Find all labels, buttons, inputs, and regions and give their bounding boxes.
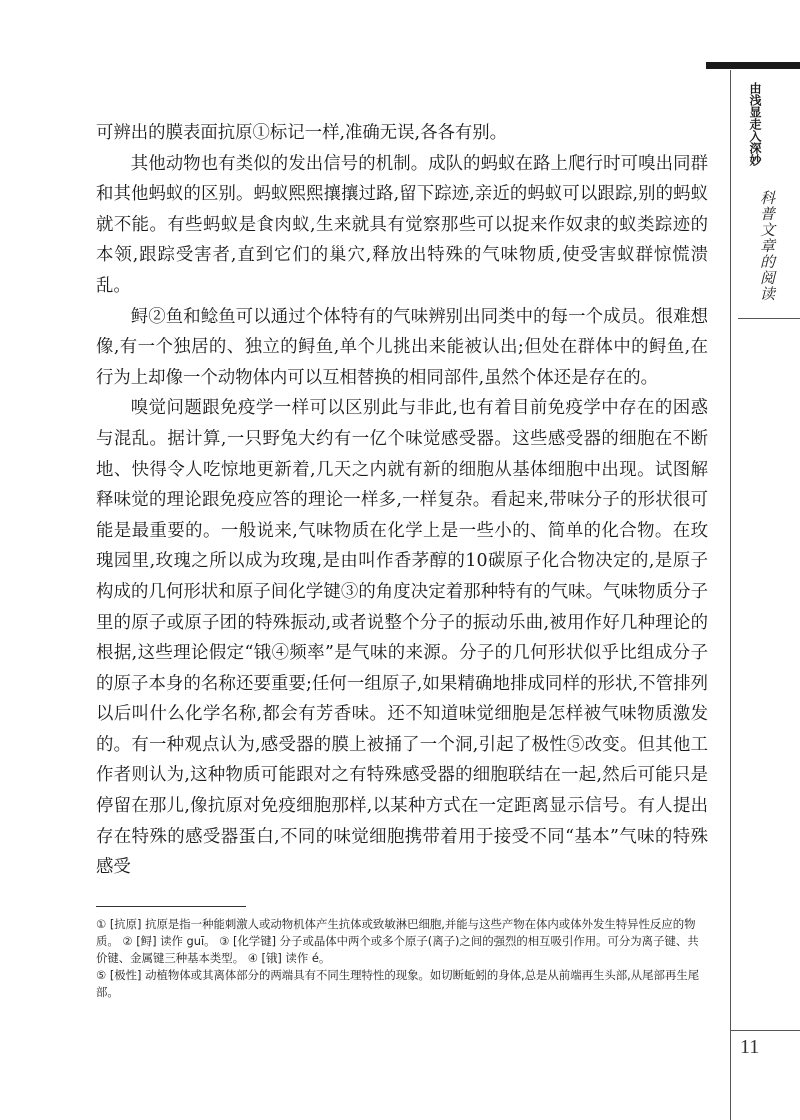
paragraph-3: 鲟②鱼和鲶鱼可以通过个体特有的气味辨别出同类中的每一个成员。很难想像,有一个独居的、独立的鲟鱼,单个儿挑出来能被认出;但处在群体中的鲟鱼,在行为上却像一个动物体内可以互相替换的相同部件,虽然个体还是存在的。 bbox=[96, 306, 708, 388]
margin-divider bbox=[730, 70, 731, 1120]
section-subtitle: 科普文章的阅读 bbox=[758, 190, 776, 302]
header-rule bbox=[706, 62, 800, 69]
body-text bbox=[96, 118, 708, 883]
footnote-2: ⑤ [极性] 动植物体或其离体部分的两端具有不同生理特性的现象。如切断蚯蚓的身体,总是从前端再生头部,从尾部再生尾部。 bbox=[96, 968, 700, 999]
sidebar-rule bbox=[738, 318, 800, 319]
page-number: 11 bbox=[740, 1036, 760, 1058]
section-title: 由浅显走入深妙 bbox=[748, 82, 762, 166]
paragraph-1: 可辨出的膜表面抗原①标记一样,准确无误,各各有别。 bbox=[96, 123, 508, 143]
paragraph-4: 嗅觉问题跟免疫学一样可以区别此与非此,也有着目前免疫学中存在的困惑与混乱。据计算,一只野兔大约有一亿个味觉感受器。这些感受器的细胞在不断地、快得令人吃惊地更新着,几天之内就有新的细胞从基体细胞中出现。试图解释味觉的理论跟免疫应答的理论一样多,一样复杂。看起来,带味分子的形状很可能是最重要的。一般说来,气味物质在化学上是一些小的、简单的化合物。在玫瑰园里,玫瑰之所以成为玫瑰,是由叫作香茅醇的10碳原子化合物决定的,是原子构成的几何形状和原子间化学键③的角度决定着那种特有的气味。气味物质分子里的原子或原子团的特殊振动,或者说整个分子的振动乐曲,被用作好几种理论的根据,这些理论假定“锇④频率”是气味的来源。分子的几何形状似乎比组成分子的原子本身的名称还要重要;任何一组原子,如果精确地排成同样的形状,不管排列以后叫什么化学名称,都会有芳香味。还不知道味觉细胞是怎样被气味物质激发的。有一种观点认为,感受器的膜上被捅了一个洞,引起了极性⑤改变。但其他工作者则认为,这种物质可能跟对之有特殊感受器的细胞联结在一起,然后可能只是停留在那儿,像抗原对免疫细胞那样,以某种方式在一定距离显示信号。有人提出存在特殊的感受器蛋白,不同的味觉细胞携带着用于接受不同“基本”气味的特殊感受 bbox=[96, 398, 708, 878]
page-number-rule bbox=[730, 1030, 800, 1031]
footnotes bbox=[96, 916, 708, 1001]
footnote-rule bbox=[96, 906, 246, 907]
footnote-1: ① [抗原] 抗原是指一种能刺激人或动物机体产生抗体或致敏淋巴细胞,并能与这些产物在体内或体外发生特异性反应的物质。 ② [鲟] 读作 guī。 ③ [化学键] 分子或晶体中两个或多个原子(离子)之间的强烈的相互吸引作用。可分为离子键、共价键、金属键三种基本类型。 ④ [锇] 读作 é。 bbox=[96, 917, 699, 965]
paragraph-2: 其他动物也有类似的发出信号的机制。成队的蚂蚁在路上爬行时可嗅出同群和其他蚂蚁的区别。蚂蚁熙熙攘攘过路,留下踪迹,亲近的蚂蚁可以跟踪,别的蚂蚁就不能。有些蚂蚁是食肉蚁,生来就具有觉察那些可以捉来作奴隶的蚁类踪迹的本领,跟踪受害者,直到它们的巢穴,释放出特殊的气味物质,使受害蚁群惊慌溃乱。 bbox=[96, 153, 708, 296]
